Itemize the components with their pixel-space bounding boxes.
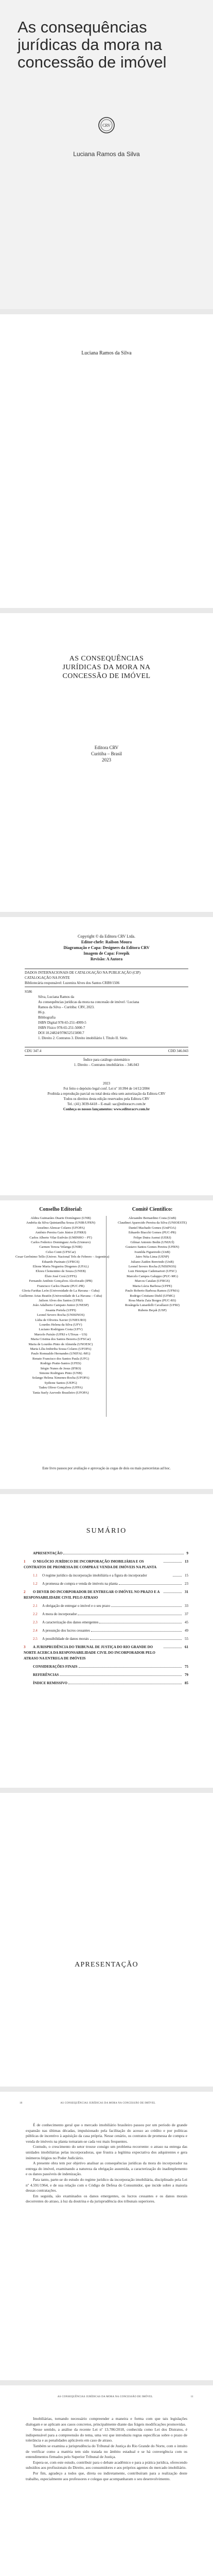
council-member: Simone Rodrigues Pinto (UNB) [39,1371,82,1375]
council-member: Maria de Lourdes Pinto de Almeida (UNOESC) [28,1342,93,1346]
toc-entry[interactable]: 1 O NEGÓCIO JURÍDICO DE INCORPORAÇÃO IMOBILIÁRIA E OS CONTRATOS DE PROMESSA DE COMPRA E VENDA DE IMÓVEIS NA PLANTA 13 [24,1560,188,1569]
council-member: Tania Suely Azevedo Brasileiro (UFOPA) [32,1391,89,1395]
council-member: Josania Portela (UFPI) [45,1308,76,1312]
council-member: Gloria Fariñas León (Universidade de La Havana – Cuba) [22,1289,100,1293]
council-member: Marcelo Paixão (UFRJ e UTexas – US) [34,1332,87,1336]
peer-review-note: Este livro passou por avaliação e aprovação às cegas de dois ou mais pareceristas ad hoc. [42,1466,171,1470]
paragraph: Nesse sentido, a análise da recente Lei nº 13.786/2018, conhecida como Lei dos Distratos, é indispensável para a compreensão do tema, uma vez que introduziu regras específicas sobre o prazo de tolerância e as penalidades aplicáveis em caso de atraso. [26,2427,187,2443]
council-member: Élsio José Corá (UFFS) [45,1274,77,1278]
council-member: Rodrigo Pratte-Santos (UFES) [40,1362,81,1366]
council-member: Lídia de Oliveira Xavier (UNIEURO) [35,1318,86,1322]
paragraph: Para tanto, parte-se do estudo do regime jurídico da incorporação imobiliária, disciplinado pela Lei nº 4.591/1964, e de sua relação com o Código de Defesa do Consumidor, que incide sobre a maioria dessas contratações. [26,2177,187,2193]
copyright-page [0,917,213,1195]
half-title-author: Luciana Ramos da Silva [81,350,132,356]
running-head: 10 AS CONSEQUÊNCIAS JURÍDICAS DA MORA NA CONCESSÃO DE IMÓVEL [20,2102,156,2105]
council-member: Marcos Catalan (UFRGS) [135,1279,170,1283]
toc-entry[interactable]: 2.2 A mora do incorporador 37 [33,1612,188,1616]
council-member: Sérgio Nunes de Jesus (IFRO) [40,1366,81,1370]
toc-list [24,1551,188,1689]
running-head: AS CONSEQUÊNCIAS JURÍDICAS DA MORA NA CONCESSÃO DE IMÓVEL 11 [57,2396,193,2398]
council-member: Paulo Romualdo Hernandes (UNIFAL-MG) [31,1352,91,1356]
paragraph: Também se examina a jurisprudência do Tribunal de Justiça do Rio Grande do Norte, com o intuito de verificar como a matéria tem sido tratada no âmbito estadual e se há convergência com os entendimentos firmados pelo Superior Tribunal de Justiça. [26,2443,187,2460]
council-member: Luciano Rodrigues Costa (UFV) [39,1328,83,1332]
paragraph: Em seguida, são examinados os danos emergentes, os lucros cessantes e os danos morais decorrentes do atraso, à luz da doutrina e da jurisprudência dos tribunais superiores. [26,2193,187,2204]
council-member: Fernando Antônio Gonçalves Alcoforado (IPB) [29,1279,93,1283]
toc-entry[interactable]: 2 O DEVER DO INCORPORADOR DE ENTREGAR O IMÓVEL NO PRAZO E A RESPONSABILIDADE CIVIL PELO ATRASO 31 [24,1590,188,1600]
council-member: Rosângela Lunardelli Cavallazzi (UFRJ) [125,1303,180,1308]
editorial-council-list [15,1216,110,1395]
council-member: Jailson Alves dos Santos (UFRJ) [39,1298,83,1302]
body-text [26,2123,187,2205]
paragraph: Contudo, o crescimento do setor trouxe consigo um problema recorrente: o atraso na entrega das unidades imobiliárias pelas incorporadoras, que frustra a legítima expectativa dos adquirentes e gera inúmeros litígios no Poder Judiciário. [26,2144,187,2160]
cover-title: As consequências jurídicas da mora na concessão de imóvel [17,18,167,71]
text-page-2 [0,2385,213,2576]
council-member: Aldira Guimarães Duarte Domínguez (UNB) [30,1216,91,1220]
council-member: Maria Lília Imbiriba Sousa Colares (UFOPA) [30,1347,92,1351]
council-member: Eduardo Pazinato (UFRGS) [42,1260,80,1264]
council-member: Maria Lúcia Barbosa (UFPE) [132,1284,172,1288]
council-page [0,1200,213,1489]
council-member: Jairo Néia Lima (UENP) [135,1255,169,1259]
council-member: Andréia da Silva Quintanilha Sousa (UNIR/UFRN) [26,1221,96,1225]
council-member: Eduardo Biacchi Gomes (PUC-PR) [128,1231,176,1235]
paragraph: É de conhecimento geral que o mercado imobiliário brasileiro passou por um período de grande expansão nas últimas décadas, impulsionado pela facilitação do acesso ao crédito e por políticas públicas de incentivo à aquisição da casa própria. Nesse cenário, os contratos de promessa de compra e venda de imóveis na planta tornaram-se cada vez mais frequentes. [26,2123,187,2144]
paragraph: Por fim, agradeço a todos que, direta ou indiretamente, contribuíram para a realização deste trabalho, especialmente aos professores e colegas que acompanharam o seu desenvolvimento. [26,2470,187,2481]
council-member: Antônio Pereira Gaio Júnior (UFRRJ) [35,1231,86,1235]
text-page-1 [0,2092,213,2380]
cover-page [0,0,213,309]
paragraph: Espera-se, com este estudo, contribuir para o debate acadêmico e para a prática jurídica, oferecendo subsídios aos profissionais do Direito, aos consumidores e aos próprios agentes do mercado imobiliário. [26,2460,187,2470]
council-member: Felipe Dutra Asensi (UERJ) [133,1235,171,1240]
council-member: Rubens Beçak (USP) [138,1308,167,1312]
presentation-page [0,1793,213,2087]
toc-entry[interactable]: APRESENTAÇÃO 9 [33,1551,188,1555]
council-member: Carmen Tereza Velanga (UNIR) [39,1245,82,1249]
toc-entry[interactable]: 1.1 O regime jurídico da incorporação imobiliária e a figura do incorporador 15 [33,1573,188,1578]
council-member: Guillermo Arias Beatón (Universidade de La Havana – Cuba) [19,1294,102,1298]
toc-entry[interactable]: 2.4 A presunção dos lucros cessantes 49 [33,1629,188,1633]
council-member: Marcelo Campos Galuppo (PUC-MG) [127,1274,178,1278]
publisher-seal-icon [98,116,115,134]
council-member: Elione Maria Nogueira Diogenes (UFAL) [32,1265,89,1269]
council-member: Gilmar Antonio Bedin (UNIJUÍ) [130,1241,174,1245]
scientific-committee-list [107,1216,198,1313]
toc-entry[interactable]: ÍNDICE REMISSIVO 85 [33,1681,188,1685]
title-page-title: AS CONSEQUÊNCIAS JURÍDICAS DA MORA NA CONCESSÃO DE IMÓVEL [62,655,151,680]
cip-classification: CDU 347.4 CDD 346.043 [25,1049,188,1053]
cover-author: Luciana Ramos da Silva [73,150,140,158]
council-member: Elizeu Clementino de Souza (UNEB) [36,1269,86,1274]
toc-title: SUMÁRIO [86,1527,127,1535]
council-member: Daniel Machado Gomes (UniFOA) [129,1226,176,1230]
svg-text:CRV: CRV [102,123,111,128]
council-member: Maria Cristina dos Santos Bezerra (UFSCar) [30,1337,91,1342]
title-page [0,613,213,912]
council-member: Leonel Severo Rocha (UNISINOS) [128,1265,176,1269]
legal-deposit: 2023 Foi feito o depósito legal conf. Lei nº 10.994 de 14/12/2004 Proibida a reprodução parcial ou total desta obra sem autorização da Editora CRV Todos os direitos desta edição reservados pela Editora CRV Tel.: (41) 3039-6418 – E-mail: sac@editoracrv.com.br Conheça os nossos lançamentos: www.editoracrv.com.br [47,1081,166,1111]
council-member: Luiz Henrique Cademartori (UFSC) [128,1269,177,1274]
council-member: Tadeu Oliver Gonçalves (UFPA) [39,1386,83,1390]
council-member: Carlos Federico Dominguez Avila (Unieuro) [31,1241,91,1245]
council-member: Sydione Santos (UEPG) [44,1381,77,1385]
toc-entry[interactable]: 2.1 A obrigação de entregar o imóvel e o seu prazo 33 [33,1604,188,1608]
toc-entry[interactable]: 3 A JURISPRUDÊNCIA DO TRIBUNAL DE JUSTIÇA DO RIO GRANDE DO NORTE ACERCA DA RESPONSABILIDADE CIVIL DO INCORPORADOR PELO ATRASO NA ENTREGA DE IMÓVEIS 61 [24,1645,188,1660]
council-member: Juliano Zaiden Benvindo (UnB) [131,1260,174,1264]
paragraph: Imobiliárias, tornando necessário compreender a maneira e forma com que tais legislações dialogam e se aplicam aos casos concretos, principalmente diante das frágeis modificações promovidas. [26,2416,187,2427]
table-of-contents-page [0,1494,213,1788]
council-member: Lourdes Helena da Silva (UFV) [39,1323,82,1327]
council-member: Claudinei Aparecido Pereira da Silva (UNIOESTE) [117,1221,187,1225]
council-member: Rosa Maria Zaia Borges (PUC-RS) [129,1298,176,1302]
council-member: Francisco Carlos Duarte (PUC-PR) [37,1284,84,1288]
toc-entry[interactable]: 2.5 A possibilidade de danos morais 55 [33,1637,188,1641]
council-member: Paulo Roberto Barbosa Ramos (UFMA) [125,1289,180,1293]
council-member: Celso Conti (UFSCar) [45,1250,76,1254]
cip-entry: S586 Silva, Luciana Ramos da As consequências jurídicas da mora na concessão de imóvel / Luciana Ramos da Silva – Curitiba: CRV, 2023. 86 p. Bibliografia ISBN Digital 978-65-251-4999-5 ISBN Físico 978-65-251-5000-7 DOI 10.24824/978652515000.7 1. Direito 2. Contratos 3. Direito imobiliário I. Título II. Série. [25,990,139,1040]
council-member: Solange Helena Ximenes-Rocha (UFOPA) [32,1376,90,1380]
toc-entry[interactable]: 2.3 A caracterização dos danos emergentes 45 [33,1620,188,1624]
half-title-page [0,314,213,608]
presentation-title: APRESENTAÇÃO [75,1961,138,1969]
council-member: Anselmo Alencar Colares (UFOPA) [37,1226,85,1230]
body-text [26,2416,187,2482]
council-member: Rodrigo Cristiano Diehl (UFMG) [130,1294,175,1298]
scientific-committee-title: Comitê Científico: [132,1207,173,1212]
council-member: Alexandre Bernardino Costa (UnB) [128,1216,176,1220]
council-member: Carlos Alberto Vilar Estêvão (UMINHO – PT) [29,1235,92,1240]
council-member: Cesar Gerônimo Tello (Univer. Nacional Três de Febrero – Argentina) [15,1255,110,1259]
cip-header: DADOS INTERNACIONAIS DE CATALOGAÇÃO NA PUBLICAÇÃO (CIP) CATALOGAÇÃO NA FONTE Bibliotecária responsável: Luzenira Alves dos Santos CRB9/1506 [25,971,140,985]
toc-entry[interactable]: CONSIDERAÇÕES FINAIS 75 [33,1665,188,1669]
toc-entry[interactable]: 1.2 A promessa de compra e venda de imóveis na planta 23 [33,1582,188,1586]
title-page-publisher: Editora CRV Curitiba – Brasil 2023 [91,745,122,762]
paragraph: A presente obra tem por objetivo analisar as consequências jurídicas da mora do incorporador na entrega do imóvel, examinando a natureza da obrigação assumida, a caracterização do inadimplemento e os danos passíveis de indenização. [26,2161,187,2177]
copyright-credits: Copyright © da Editora CRV Ltda. Editor-chefe: Railson Moura Diagramação e Capa: Designers da Editora CRV Imagem de Capa: Freepik Revisão: A Autora [63,934,150,961]
council-member: Gustavo Santos Gomes Pereira (UFRN) [126,1245,179,1249]
council-member: Renato Francisco dos Santos Paula (UFG) [32,1357,89,1361]
toc-entry[interactable]: REFERÊNCIAS 79 [33,1673,188,1677]
editorial-council-title: Conselho Editorial: [39,1207,82,1212]
council-member: João Adalberto Campato Junior (UNESP) [32,1303,89,1308]
catalog-index: Índice para catálogo sistemático 1. Direito – Contratos imobiliários – 346.043 [74,1058,139,1067]
council-member: Leonel Severo Rocha (UNISINOS) [37,1313,85,1317]
council-member: Ivanilda Figueiredo (UnB) [134,1250,170,1254]
